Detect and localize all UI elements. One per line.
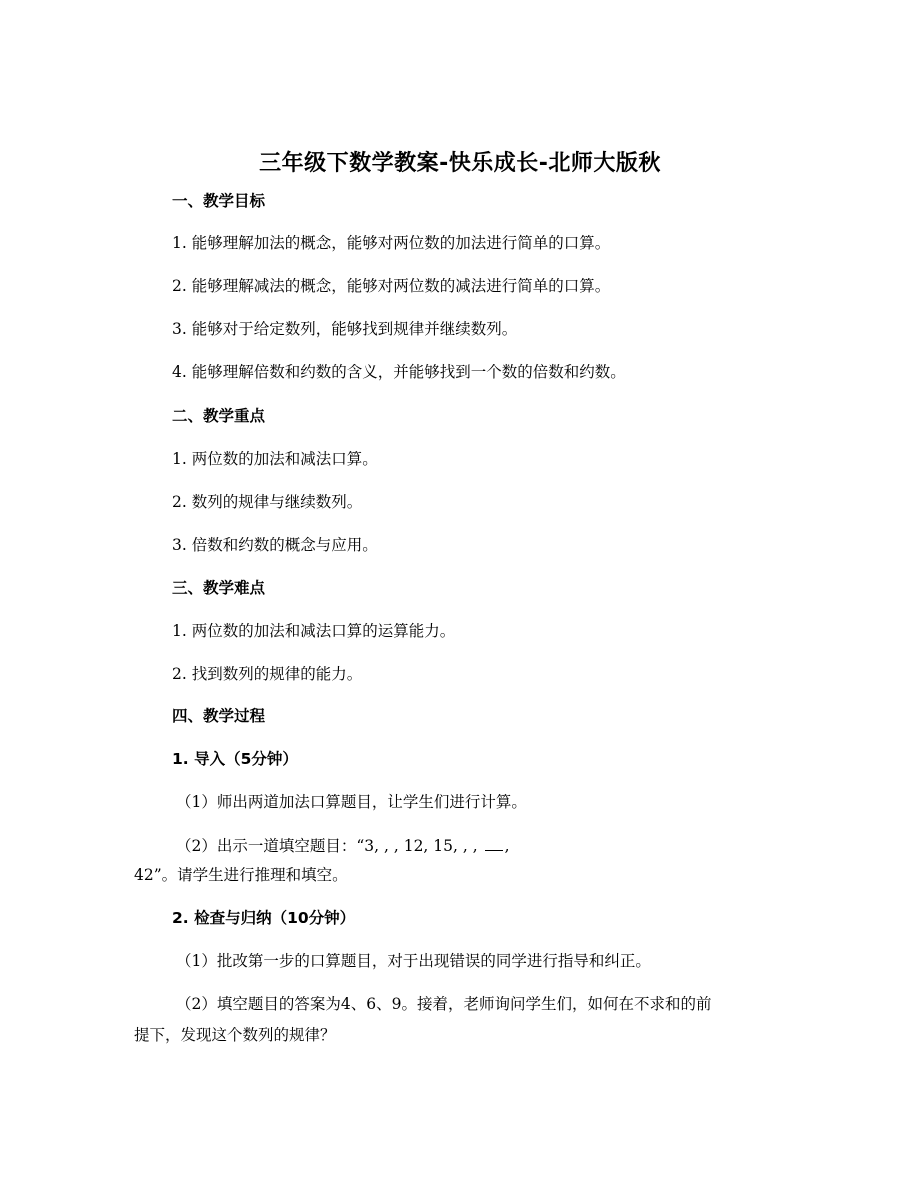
- difficulty-item: 1. 两位数的加法和减法口算的运算能力。: [172, 622, 456, 640]
- key-point-item: 2. 数列的规律与继续数列。: [172, 493, 363, 511]
- objective-item: 4. 能够理解倍数和约数的含义，并能够找到一个数的倍数和约数。: [172, 363, 626, 381]
- section-heading-key-points: 二、教学重点: [172, 407, 266, 425]
- key-point-item: 3. 倍数和约数的概念与应用。: [172, 536, 378, 554]
- paragraph: （1）批改第一步的口算题目，对于出现错误的同学进行指导和纠正。: [176, 952, 651, 970]
- paragraph-text: （2）出示一道填空题目：“3, , , 12, 15, , ,: [176, 837, 483, 855]
- objective-item: 3. 能够对于给定数列，能够找到规律并继续数列。: [172, 320, 518, 338]
- paragraph: （1）师出两道加法口算题目，让学生们进行计算。: [176, 793, 527, 811]
- section-heading-process: 四、教学过程: [172, 707, 266, 725]
- objective-item: 1. 能够理解加法的概念，能够对两位数的加法进行简单的口算。: [172, 234, 611, 252]
- paragraph: （2）填空题目的答案为4、6、9。接着，老师询问学生们，如何在不求和的前: [176, 995, 712, 1013]
- fill-blank: [485, 834, 503, 851]
- paragraph-text: ,: [504, 837, 510, 855]
- step-heading-check: 2. 检查与归纳（10分钟）: [172, 909, 356, 927]
- difficulty-item: 2. 找到数列的规律的能力。: [172, 665, 363, 683]
- section-heading-objectives: 一、教学目标: [172, 192, 266, 210]
- section-heading-difficulties: 三、教学难点: [172, 579, 266, 597]
- key-point-item: 1. 两位数的加法和减法口算。: [172, 450, 378, 468]
- step-heading-intro: 1. 导入（5分钟）: [172, 750, 298, 768]
- paragraph-fill-blank-question: [176, 834, 510, 857]
- paragraph-continuation: 42”。请学生进行推理和填空。: [134, 866, 348, 884]
- document-title: 三年级下数学教案-快乐成长-北师大版秋: [259, 151, 661, 176]
- objective-item: 2. 能够理解减法的概念，能够对两位数的减法进行简单的口算。: [172, 277, 611, 295]
- paragraph-continuation: 提下，发现这个数列的规律？: [134, 1026, 336, 1044]
